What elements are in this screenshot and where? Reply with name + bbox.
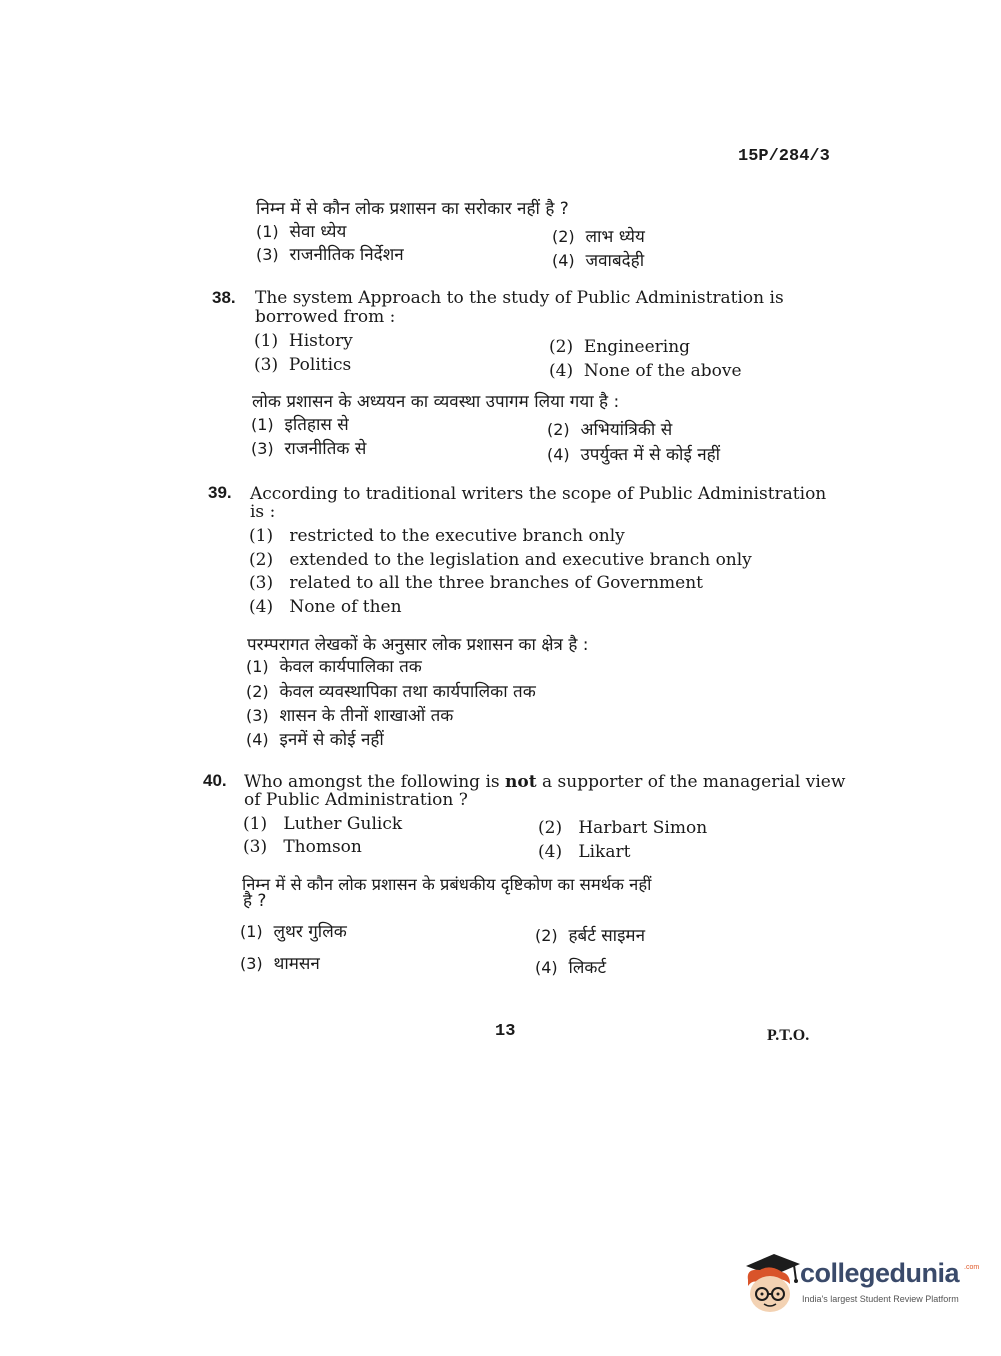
q37-hindi-option-4: (4) जवाबदेही <box>552 251 645 271</box>
q40-hindi-option-3: (3) थामसन <box>240 954 320 974</box>
q38-hindi-question: लोक प्रशासन के अध्ययन का व्यवस्था उपागम लिया गया है : <box>252 392 620 412</box>
paper-code: 15P/284/3 <box>738 147 830 166</box>
page-number: 13 <box>495 1022 516 1041</box>
q39-option-2: (2) extended to the legislation and executive branch only <box>249 550 752 570</box>
q40-question-line2: of Public Administration ? <box>244 790 468 810</box>
q39-question-line1: According to traditional writers the scope of Public Administration <box>250 484 827 504</box>
q40-option-2: (2) Harbart Simon <box>538 818 708 838</box>
q38-hindi-option-3: (3) राजनीतिक से <box>251 439 367 459</box>
mascot-icon <box>740 1250 802 1316</box>
q40-hindi-option-1: (1) लुथर गुलिक <box>240 922 347 942</box>
q40-hindi-option-4: (4) लिकर्ट <box>535 958 607 978</box>
q39-option-4: (4) None of then <box>249 597 402 617</box>
q38-option-2: (2) Engineering <box>549 337 691 357</box>
q39-hindi-option-3: (3) शासन के तीनों शाखाओं तक <box>246 706 454 726</box>
q39-hindi-question: परम्परागत लेखकों के अनुसार लोक प्रशासन का क्षेत्र है : <box>247 635 589 655</box>
logo-tagline: India's largest Student Review Platform <box>802 1294 959 1304</box>
q39-number: 39. <box>208 483 232 502</box>
q40-hindi-question-line2: है ? <box>243 891 267 911</box>
q40-option-1: (1) Luther Gulick <box>243 814 403 834</box>
q40-option-3: (3) Thomson <box>243 837 362 857</box>
q38-number: 38. <box>212 288 236 307</box>
q38-hindi-option-4: (4) उपर्युक्त में से कोई नहीं <box>547 445 721 465</box>
logo-domain-suffix: .com <box>964 1264 980 1271</box>
q40-hindi-question-line1: निम्न में से कौन लोक प्रशासन के प्रबंधकीय दृष्टिकोण का समर्थक नहीं <box>242 875 652 894</box>
q39-option-1: (1) restricted to the executive branch only <box>249 526 625 546</box>
q39-question-line2: is : <box>250 502 276 522</box>
q38-question-line2: borrowed from : <box>255 307 396 327</box>
q40-hindi-option-2: (2) हर्बर्ट साइमन <box>535 926 646 946</box>
q38-option-3: (3) Politics <box>254 355 352 375</box>
q38-option-1: (1) History <box>254 331 353 351</box>
q40-question-line1: Who amongst the following is not a supporter of the managerial view <box>244 772 846 792</box>
q40-number: 40. <box>203 771 227 790</box>
q37-hindi-option-2: (2) लाभ ध्येय <box>552 227 645 247</box>
q38-hindi-option-1: (1) इतिहास से <box>251 415 349 435</box>
q38-option-4: (4) None of the above <box>549 361 742 381</box>
pto-label: P.T.O. <box>767 1027 810 1044</box>
collegedunia-logo[interactable] <box>740 1250 980 1320</box>
q37-hindi-option-3: (3) राजनीतिक निर्देशन <box>256 245 404 265</box>
q39-option-3: (3) related to all the three branches of Government <box>249 573 704 593</box>
q37-hindi-option-1: (1) सेवा ध्येय <box>256 222 347 242</box>
q40-question-emphasis: not <box>505 772 537 792</box>
q38-hindi-option-2: (2) अभियांत्रिकी से <box>547 420 673 440</box>
q39-hindi-option-1: (1) केवल कार्यपालिका तक <box>246 657 422 677</box>
q39-hindi-option-2: (2) केवल व्यवस्थापिका तथा कार्यपालिका तक <box>246 682 536 702</box>
q37-hindi-question: निम्न में से कौन लोक प्रशासन का सरोकार नहीं है ? <box>256 199 569 219</box>
q40-option-4: (4) Likart <box>538 842 631 862</box>
q39-hindi-option-4: (4) इनमें से कोई नहीं <box>246 730 384 750</box>
q38-question-line1: The system Approach to the study of Public Administration is <box>255 288 784 308</box>
logo-wordmark: collegedunia <box>800 1258 960 1288</box>
